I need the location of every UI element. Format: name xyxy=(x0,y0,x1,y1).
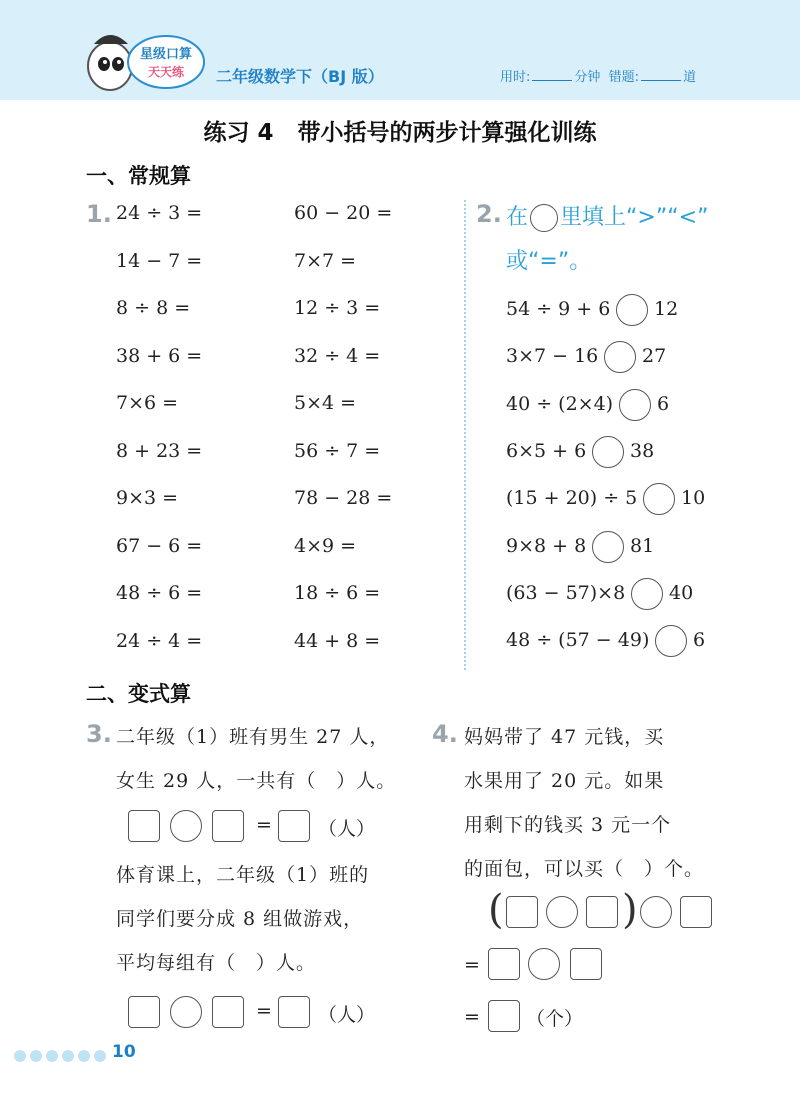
q2-expression: 3×7 − 16 xyxy=(506,345,599,368)
q1-number: 1. xyxy=(86,200,112,228)
q1-col2-equation: 32 ÷ 4 = xyxy=(294,344,381,367)
q4-line3: 用剩下的钱买 3 元一个 xyxy=(464,814,672,836)
q2-expression: 40 ÷ (2×4) xyxy=(506,392,614,415)
q3-answer-box-4[interactable] xyxy=(128,996,160,1028)
q4-answer-box-4[interactable] xyxy=(488,948,520,980)
q1-col1-equation: 67 − 6 = xyxy=(116,534,203,557)
q1-col2-equation: 60 − 20 = xyxy=(294,202,393,224)
q2-compare-circle[interactable] xyxy=(616,294,648,326)
minute-label: 分钟 xyxy=(574,70,601,85)
time-errors-fields xyxy=(500,66,696,85)
q3-answer-box-2[interactable] xyxy=(212,810,244,842)
q2-expression: (15 + 20) ÷ 5 xyxy=(506,487,638,510)
q2-instr-b: 里填上“>”“<” xyxy=(560,205,709,230)
q1-col1-equation: 38 + 6 = xyxy=(116,344,203,367)
q2-compare-value: 12 xyxy=(654,298,679,320)
q4-answer-box-2[interactable] xyxy=(586,896,618,928)
q2-compare-value: 6 xyxy=(693,629,706,652)
q2-compare-circle[interactable] xyxy=(619,389,651,421)
mascot-logo xyxy=(76,20,206,104)
q4-line2: 水果用了 20 元。如果 xyxy=(464,770,665,792)
exercise-number: 练习 4 xyxy=(203,120,274,146)
footer-dot xyxy=(30,1050,42,1062)
q4-number: 4. xyxy=(432,720,458,748)
q1-col1-equation: 14 − 7 = xyxy=(116,249,203,272)
footer-dot xyxy=(94,1050,106,1062)
q2-expression: 6×5 + 6 xyxy=(506,439,587,462)
q1-col1-equation: 8 + 23 = xyxy=(116,439,203,462)
section1-heading: 一、常规算 xyxy=(86,164,191,188)
q1-col2-equation: 78 − 28 = xyxy=(294,487,393,509)
q4-answer-box-1[interactable] xyxy=(506,896,538,928)
q1-col2-equation: 7×7 = xyxy=(294,249,357,272)
page-number: 10 xyxy=(112,1042,136,1062)
q4-unit: （个） xyxy=(526,1008,584,1030)
q3-answer-box-3[interactable] xyxy=(278,810,310,842)
q2-number: 2. xyxy=(476,200,502,228)
q3-equals-1: = xyxy=(256,814,272,836)
footer-dot xyxy=(62,1050,74,1062)
q3-unit-1: （人） xyxy=(318,818,376,840)
q2-expression: 54 ÷ 9 + 6 xyxy=(506,298,611,320)
time-label: 用时: xyxy=(500,70,531,85)
q2-instr-circle xyxy=(530,204,558,232)
q2-compare-circle[interactable] xyxy=(604,341,636,373)
q2-compare-circle[interactable] xyxy=(592,436,624,468)
q2-compare-value: 38 xyxy=(630,439,655,462)
q3-equals-2: = xyxy=(256,1000,272,1022)
q4-operator-circle-2[interactable] xyxy=(640,896,672,928)
q2-expression: 48 ÷ (57 − 49) xyxy=(506,629,650,652)
q4-answer-box-3[interactable] xyxy=(680,896,712,928)
q3-line2: 女生 29 人，一共有（ ）人。 xyxy=(116,770,397,792)
q1-col2-equation: 12 ÷ 3 = xyxy=(294,297,381,319)
q1-col1-equation: 9×3 = xyxy=(116,487,179,509)
q3-answer-box-6[interactable] xyxy=(278,996,310,1028)
section2-heading: 二、变式算 xyxy=(86,682,191,706)
q4-operator-circle-3[interactable] xyxy=(528,948,560,980)
q4-equals-1: = xyxy=(464,954,480,976)
errors-blank[interactable] xyxy=(641,80,681,81)
q4-line1: 妈妈带了 47 元钱，买 xyxy=(464,726,665,748)
page-title xyxy=(0,114,800,147)
q1-col2-equation: 18 ÷ 6 = xyxy=(294,582,381,604)
q2-compare-value: 27 xyxy=(642,345,667,368)
q3-operator-circle-1[interactable] xyxy=(170,810,202,842)
q1-col2-equation: 5×4 = xyxy=(294,392,357,414)
q3-operator-circle-2[interactable] xyxy=(170,996,202,1028)
q2-compare-circle[interactable] xyxy=(631,578,663,610)
footer-dots xyxy=(14,1047,110,1066)
q4-equals-2: = xyxy=(464,1006,480,1028)
q2-compare-circle[interactable] xyxy=(655,625,687,657)
q2-expression: (63 − 57)×8 xyxy=(506,581,626,604)
q4-close-paren: ) xyxy=(622,887,638,933)
q3-number: 3. xyxy=(86,720,112,748)
q1-col2-equation: 4×9 = xyxy=(294,534,357,557)
footer-dot xyxy=(78,1050,90,1062)
q2-compare-circle[interactable] xyxy=(643,483,675,515)
footer-dot xyxy=(14,1050,26,1062)
q3-line3: 体育课上，二年级（1）班的 xyxy=(116,864,370,886)
q4-operator-circle-1[interactable] xyxy=(546,896,578,928)
q1-col2-equation: 56 ÷ 7 = xyxy=(294,439,381,462)
q4-open-paren: ( xyxy=(488,887,504,933)
q1-col1-equation: 48 ÷ 6 = xyxy=(116,582,203,604)
logo-line2: 天天练 xyxy=(147,65,185,79)
column-divider xyxy=(464,200,466,670)
q2-instruction-line1 xyxy=(506,200,708,232)
footer-dot xyxy=(46,1050,58,1062)
q2-compare-value: 40 xyxy=(669,581,694,604)
q2-instruction-line2: 或“=”。 xyxy=(506,249,592,274)
q3-answer-box-5[interactable] xyxy=(212,996,244,1028)
q4-answer-box-6[interactable] xyxy=(488,1000,520,1032)
q3-answer-box-1[interactable] xyxy=(128,810,160,842)
q4-line4: 的面包，可以买（ ）个。 xyxy=(464,858,705,880)
exercise-title: 带小括号的两步计算强化训练 xyxy=(297,120,597,146)
q2-compare-circle[interactable] xyxy=(592,531,624,563)
q3-line5: 平均每组有（ ）人。 xyxy=(116,952,317,974)
book-title: 二年级数学下（BJ 版） xyxy=(216,67,384,86)
q2-expression: 9×8 + 8 xyxy=(506,534,587,557)
q1-col1-equation: 24 ÷ 4 = xyxy=(116,629,203,652)
q1-col1-equation: 7×6 = xyxy=(116,392,179,414)
q2-instr-a: 在 xyxy=(506,205,529,230)
logo-line1: 星级口算 xyxy=(139,47,193,62)
time-blank[interactable] xyxy=(532,80,572,81)
errors-label: 错题: xyxy=(608,70,640,85)
q2-compare-value: 10 xyxy=(681,487,706,510)
q1-col2-equation: 44 + 8 = xyxy=(294,629,381,652)
q2-compare-value: 81 xyxy=(630,534,655,557)
q3-line1: 二年级（1）班有男生 27 人， xyxy=(116,726,390,748)
q3-unit-2: （人） xyxy=(318,1004,376,1026)
q2-compare-value: 6 xyxy=(657,392,670,415)
count-label: 道 xyxy=(683,70,697,85)
q4-answer-box-5[interactable] xyxy=(570,948,602,980)
q1-col1-equation: 8 ÷ 8 = xyxy=(116,297,191,319)
q3-line4: 同学们要分成 8 组做游戏， xyxy=(116,908,364,930)
q1-col1-equation: 24 ÷ 3 = xyxy=(116,202,203,224)
